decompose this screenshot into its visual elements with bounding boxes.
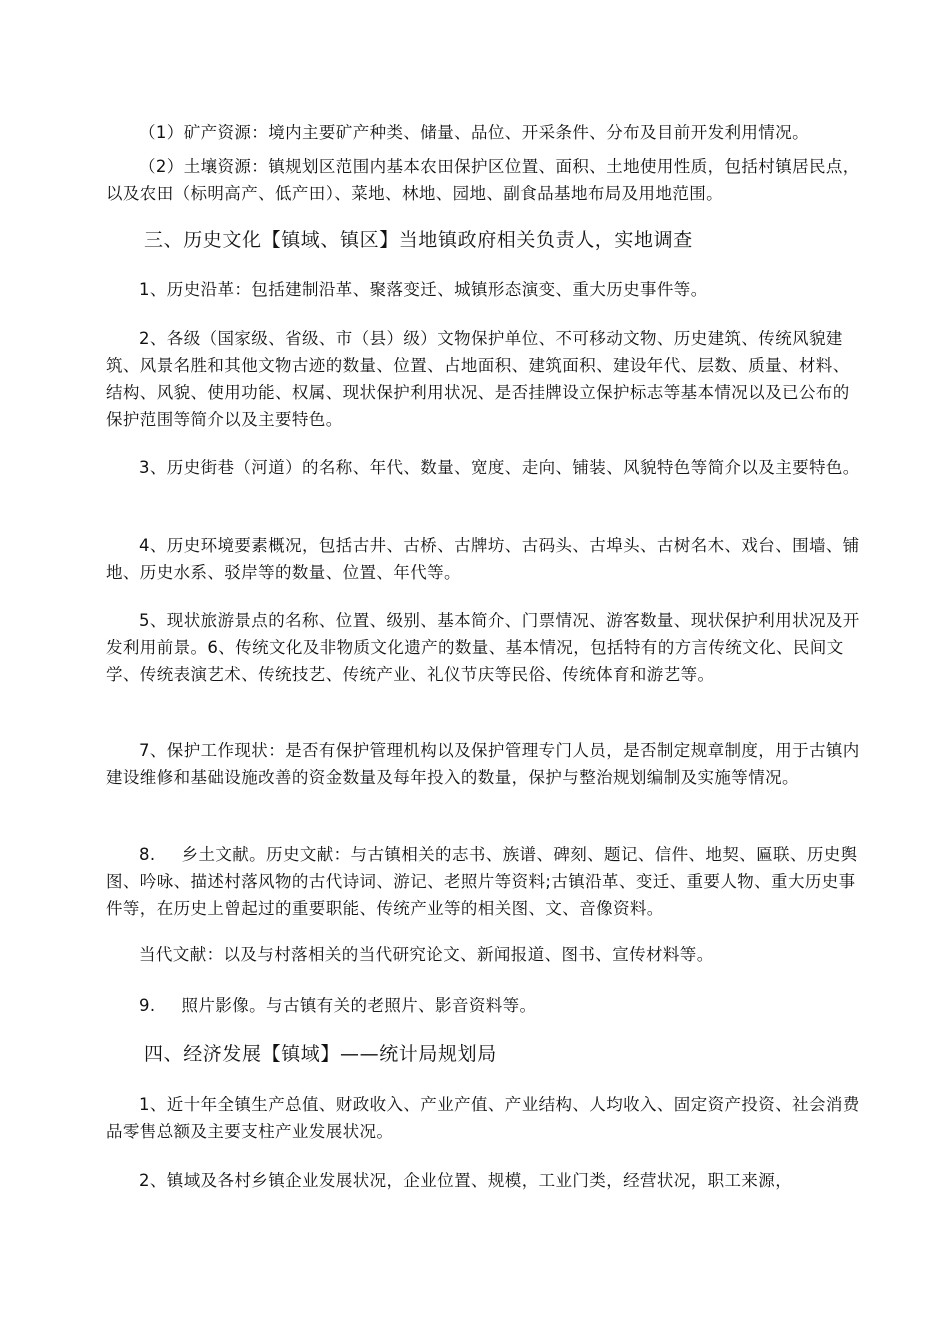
local-literature-text: 乡土文献。历史文献：与古镇相关的志书、族谱、碑刻、题记、信件、地契、匾联、历史舆图、吟咏、描述村落风物的古代诗词、游记、老照片等资料;古镇沿革、变迁、重要人物、重大历史事件等，在历史上曾起过的重要职能、传统产业等的相关图、文、音像资料。 [106, 845, 858, 918]
paragraph-cultural-relics: 2、各级（国家级、省级、市（县）级）文物保护单位、不可移动文物、历史建筑、传统风貌建筑、风景名胜和其他文物古迹的数量、位置、占地面积、建筑面积、建设年代、层数、质量、材料、结构、风貌、使用功能、权属、现状保护利用状况、是否挂牌设立保护标志等基本情况以及已公布的保护范围等简介以及主要特色。 [106, 329, 850, 429]
paragraph-soil-resources: （2）土壤资源：镇规划区范围内基本农田保护区位置、面积、土地使用性质，包括村镇居民点，以及农田（标明高产、低产田）、菜地、林地、园地、副食品基地布局及用地范围。 [106, 157, 860, 203]
paragraph-protection-status: 7、保护工作现状：是否有保护管理机构以及保护管理专门人员，是否制定规章制度，用于古镇内建设维修和基础设施改善的资金数量及每年投入的数量，保护与整治规划编制及实施等情况。 [106, 741, 860, 787]
paragraph-historic-environment: 4、历史环境要素概况，包括古井、古桥、古牌坊、古码头、古埠头、古树名木、戏台、围墙、铺地、历史水系、驳岸等的数量、位置、年代等。 [106, 536, 860, 582]
photos-media-text: 照片影像。与古镇有关的老照片、影音资料等。 [181, 996, 537, 1015]
paragraph-local-literature [106, 841, 866, 922]
section-heading-economic-development: 四、经济发展【镇域】——统计局规划局 [144, 1043, 497, 1065]
section-heading-history-culture: 三、历史文化【镇域、镇区】当地镇政府相关负责人，实地调查 [144, 229, 693, 251]
paragraph-mineral-resources: （1）矿产资源：境内主要矿产种类、储量、品位、开采条件、分布及目前开发利用情况。 [139, 123, 809, 142]
list-number: 8. [139, 845, 156, 864]
paragraph-enterprise-development: 2、镇域及各村乡镇企业发展状况，企业位置、规模，工业门类，经营状况，职工来源， [139, 1171, 793, 1190]
paragraph-photos-media [106, 992, 866, 1019]
paragraph-tourism-and-heritage: 5、现状旅游景点的名称、位置、级别、基本简介、门票情况、游客数量、现状保护利用状况及开发利用前景。6、传统文化及非物质文化遗产的数量、基本情况，包括特有的方言传统文化、民间文学、传统表演艺术、传统技艺、传统产业、礼仪节庆等民俗、传统体育和游艺等。 [106, 611, 860, 684]
paragraph-contemporary-literature: 当代文献：以及与村落相关的当代研究论文、新闻报道、图书、宣传材料等。 [139, 945, 714, 964]
paragraph-historic-streets: 3、历史街巷（河道）的名称、年代、数量、宽度、走向、铺装、风貌特色等简介以及主要特色。 [139, 458, 860, 477]
paragraph-economic-indicators: 1、近十年全镇生产总值、财政收入、产业产值、产业结构、人均收入、固定资产投资、社会消费品零售总额及主要支柱产业发展状况。 [106, 1095, 860, 1141]
list-number: 9. [139, 996, 156, 1015]
paragraph-historical-evolution: 1、历史沿革：包括建制沿革、聚落变迁、城镇形态演变、重大历史事件等。 [139, 280, 708, 299]
